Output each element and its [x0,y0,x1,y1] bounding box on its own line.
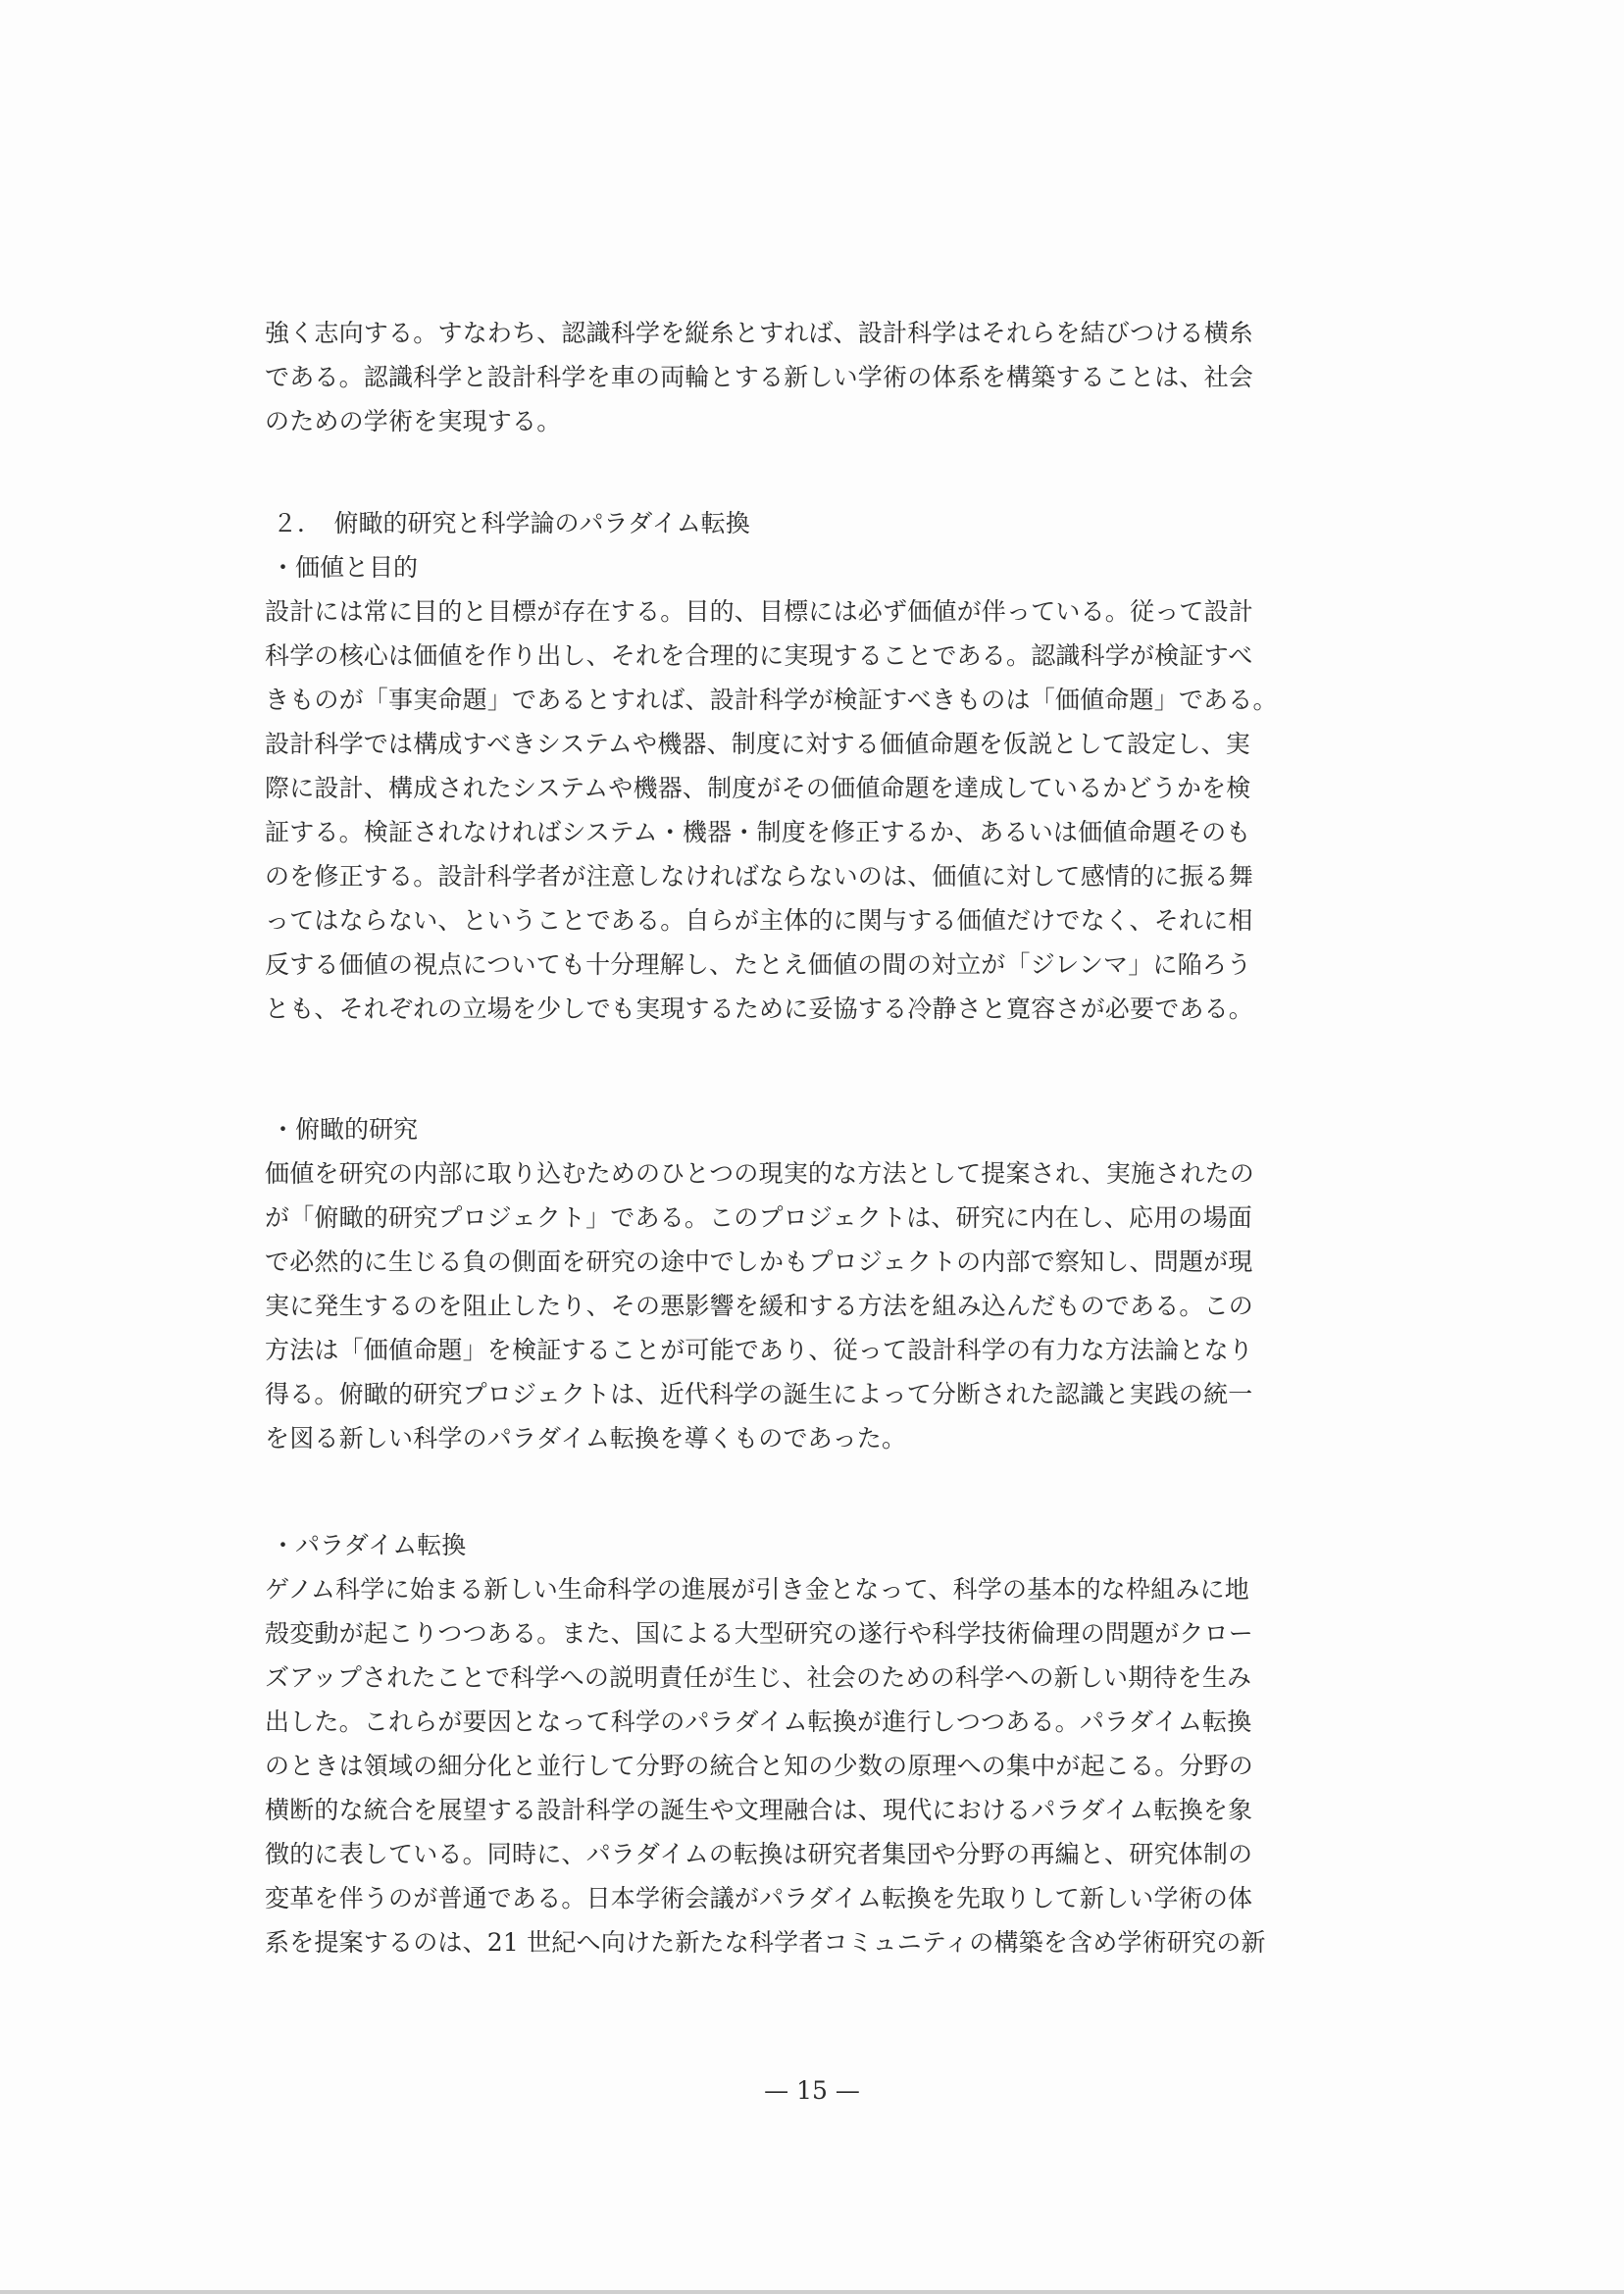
section-heading: ２． 俯瞰的研究と科学論のパラダイム転換 [273,509,750,537]
subsection-heading-value: ・価値と目的 [271,553,419,582]
paragraph-line: ってはならない、ということである。自らが主体的に関与する価値だけでなく、それに相 [265,906,1253,935]
paragraph-line: 強く志向する。すなわち、認識科学を縦糸とすれば、設計科学はそれらを結びつける横糸 [265,319,1254,347]
subsection-heading-overview: ・俯瞰的研究 [271,1115,419,1144]
paragraph-line: を図る新しい科学のパラダイム転換を導くものであった。 [265,1424,907,1453]
paragraph-line: 実に発生するのを阻止したり、その悪影響を緩和する方法を組み込んだものである。この [265,1292,1254,1320]
subsection-heading-paradigm: ・パラダイム転換 [271,1531,467,1559]
paragraph-line: のときは領域の細分化と並行して分野の統合と知の少数の原理への集中が起こる。分野の [265,1752,1254,1780]
paragraph-line: 設計科学では構成すべきシステムや機器、制度に対する価値命題を仮説として設定し、実 [265,730,1251,758]
page-number: — 15 — [764,2076,860,2105]
paragraph-line: 徴的に表している。同時に、パラダイムの転換は研究者集団や分野の再編と、研究体制の [265,1840,1253,1868]
paragraph-line: 変革を伴うのが普通である。日本学術会議がパラダイム転換を先取りして新しい学術の体 [265,1884,1253,1912]
paragraph-line: ゲノム科学に始まる新しい生命科学の進展が引き金となって、科学の基本的な枠組みに地 [265,1575,1250,1604]
paragraph-line: 反する価値の視点についても十分理解し、たとえ価値の間の対立が「ジレンマ」に陥ろう [265,950,1252,979]
paragraph-line: 方法は「価値命題」を検証することが可能であり、従って設計科学の有力な方法論となり [265,1336,1254,1364]
paragraph-line: ズアップされたことで科学への説明責任が生じ、社会のための科学への新しい期待を生み [265,1663,1252,1692]
overview-paragraph [265,1151,1393,1460]
paragraph-line: 価値を研究の内部に取り込むためのひとつの現実的な方法として提案され、実施されたの [265,1159,1255,1188]
paragraph-line: 殻変動が起こりつつある。また、国による大型研究の遂行や科学技術倫理の問題がクロー [265,1619,1254,1648]
paragraph-line: 証する。検証されなければシステム・機器・制度を修正するか、あるいは価値命題そのも [265,818,1251,846]
paradigm-paragraph [265,1567,1393,1964]
paragraph-line: である。認識科学と設計科学を車の両輪とする新しい学術の体系を構築することは、社会 [265,363,1254,391]
paragraph-line: 際に設計、構成されたシステムや機器、制度がその価値命題を達成しているかどうかを検 [265,774,1251,802]
paragraph-line: 科学の核心は価値を作り出し、それを合理的に実現することである。認識科学が検証すべ [265,641,1253,670]
intro-paragraph [265,311,1393,443]
paragraph-line: 設計には常に目的と目標が存在する。目的、目標には必ず価値が伴っている。従って設計 [265,597,1254,626]
paragraph-line: が「俯瞰的研究プロジェクト」である。このプロジェクトは、研究に内在し、応用の場面 [265,1203,1253,1232]
paragraph-line: 横断的な統合を展望する設計科学の誕生や文理融合は、現代におけるパラダイム転換を象 [265,1796,1253,1824]
paragraph-line: のを修正する。設計科学者が注意しなければならないのは、価値に対して感情的に振る舞 [265,862,1254,891]
value-paragraph [265,589,1393,1031]
paragraph-line: 得る。俯瞰的研究プロジェクトは、近代科学の誕生によって分断された認識と実践の統一 [265,1380,1253,1408]
paragraph-line: とも、それぞれの立場を少しでも実現するために妥協する冷静さと寛容さが必要である。 [265,994,1254,1023]
scan-edge-divider [0,2290,1624,2294]
paragraph-line: 系を提案するのは、21 世紀へ向けた新たな科学者コミュニティの構築を含め学術研究の新 [265,1928,1266,1957]
paragraph-line: 出した。これらが要因となって科学のパラダイム転換が進行しつつある。パラダイム転換 [265,1708,1252,1736]
paragraph-line: きものが「事実命題」であるとすれば、設計科学が検証すべきものは「価値命題」である。 [265,686,1278,714]
paragraph-line: のための学術を実現する。 [265,407,562,435]
paragraph-line: で必然的に生じる負の側面を研究の途中でしかもプロジェクトの内部で察知し、問題が現 [265,1248,1253,1276]
